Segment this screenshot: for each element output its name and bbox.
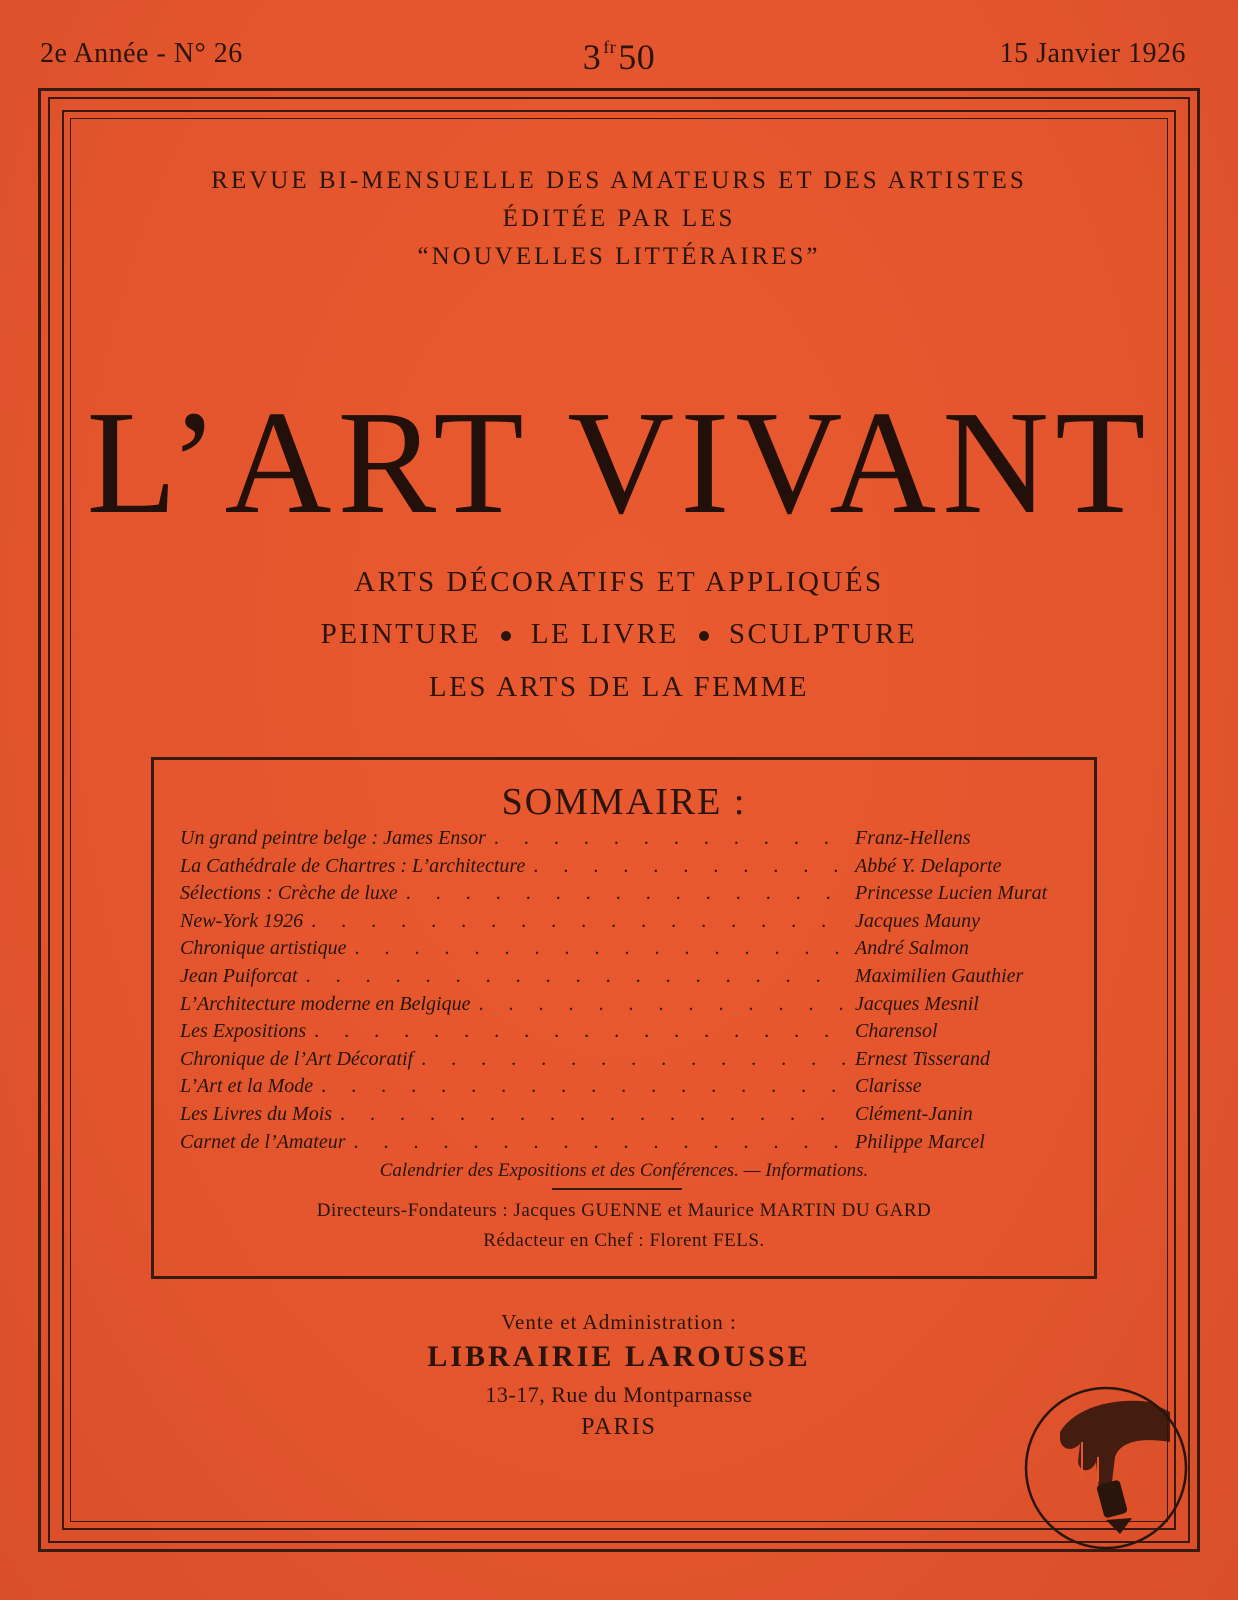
dot-leader [421,1048,847,1071]
article-title: L’Art et la Mode [180,1075,314,1098]
list-item [180,827,1070,855]
bullet-dot-icon [699,631,709,641]
article-author: Maximilien Gauthier [855,964,1024,987]
dot-leader [314,1020,847,1043]
calendar-note: Calendrier des Expositions et des Conférences. — Informations. [379,1160,869,1181]
publisher-city: PARIS [581,1414,657,1440]
dot-leader [321,1075,847,1098]
issue-date: 15 Janvier 1926 [999,38,1186,69]
article-author: Ernest Tisserand [855,1047,991,1070]
dot-leader [354,1131,847,1154]
dot-leader [406,882,847,905]
subtitle-line-2: ÉDITÉE PAR LES [502,205,736,232]
article-author: Charensol [855,1020,938,1043]
subtitle-line-1: REVUE BI-MENSUELLE DES AMATEURS ET DES ARTISTES [211,167,1027,194]
article-author: André Salmon [855,937,969,960]
price-unit: fr [603,37,617,57]
article-title: Chronique artistique [180,937,347,960]
article-author: Abbé Y. Delaporte [855,854,1002,877]
editor-line: Rédacteur en Chef : Florent FELS. [483,1230,765,1251]
price-cents: 50 [618,37,656,77]
article-title: Sélections : Crèche de luxe [180,882,398,905]
dot-leader [533,855,847,878]
sections-line-1: ARTS DÉCORATIFS ET APPLIQUÉS [354,566,884,598]
sections-line-2 [0,618,1238,651]
article-title: Carnet de l’Amateur [180,1130,346,1153]
sections-line-3: LES ARTS DE LA FEMME [428,671,810,703]
article-title: La Cathédrale de Chartres : L’architecture [180,854,526,877]
publisher-label: Vente et Administration : [501,1310,737,1334]
article-title: New-York 1926 [180,909,304,932]
dot-leader [354,937,847,960]
table-of-contents [151,757,1097,1279]
article-title: Jean Puiforcat [180,964,298,987]
article-title: Un grand peintre belge : James Ensor [180,827,486,849]
contents-list [180,827,1070,1158]
dot-leader [478,993,847,1016]
list-item [180,910,1070,938]
article-title: Les Livres du Mois [180,1102,333,1125]
bullet-dot-icon [501,631,511,641]
article-title: L’Architecture moderne en Belgique [180,992,471,1015]
subtitle-block [0,162,1238,276]
subtitle-line-3: “NOUVELLES LITTÉRAIRES” [417,243,821,270]
article-author: Franz-Hellens [855,827,971,849]
dot-leader [306,965,847,988]
publisher-address: 13-17, Rue du Montparnasse [485,1382,753,1407]
article-author: Jacques Mauny [855,909,980,932]
issue-number: 2e Année - N° 26 [40,38,243,69]
list-item [180,882,1070,910]
magazine-title: L’ART VIVANT [86,381,1152,545]
price-whole: 3 [582,37,602,77]
dot-leader [494,827,847,850]
dot-leader [340,1103,847,1126]
divider [552,1188,682,1190]
article-title: Les Expositions [180,1020,307,1043]
list-item [180,1131,1070,1159]
directors-line: Directeurs-Fondateurs : Jacques GUENNE et Maurice MARTIN DU GARD [316,1200,932,1221]
list-item [180,1020,1070,1048]
list-item [180,937,1070,965]
list-item [180,1103,1070,1131]
list-item [180,965,1070,993]
list-item [180,993,1070,1021]
list-item [180,1048,1070,1076]
article-author: Philippe Marcel [855,1130,985,1153]
section-book: LE LIVRE [530,618,679,650]
contents-heading: SOMMAIRE : [501,781,747,823]
list-item [180,1075,1070,1103]
section-painting: PEINTURE [320,618,481,650]
article-author: Princesse Lucien Murat [855,882,1048,905]
list-item [180,855,1070,883]
article-author: Jacques Mesnil [855,992,979,1015]
article-author: Clarisse [855,1075,922,1098]
publisher-name: LIBRAIRIE LAROUSSE [427,1340,811,1373]
article-title: Chronique de l’Art Décoratif [180,1047,414,1070]
dot-leader [311,910,847,933]
section-sculpture: SCULPTURE [728,618,918,650]
hand-holding-seal-icon [1020,1382,1192,1554]
article-author: Clément-Janin [855,1102,973,1125]
